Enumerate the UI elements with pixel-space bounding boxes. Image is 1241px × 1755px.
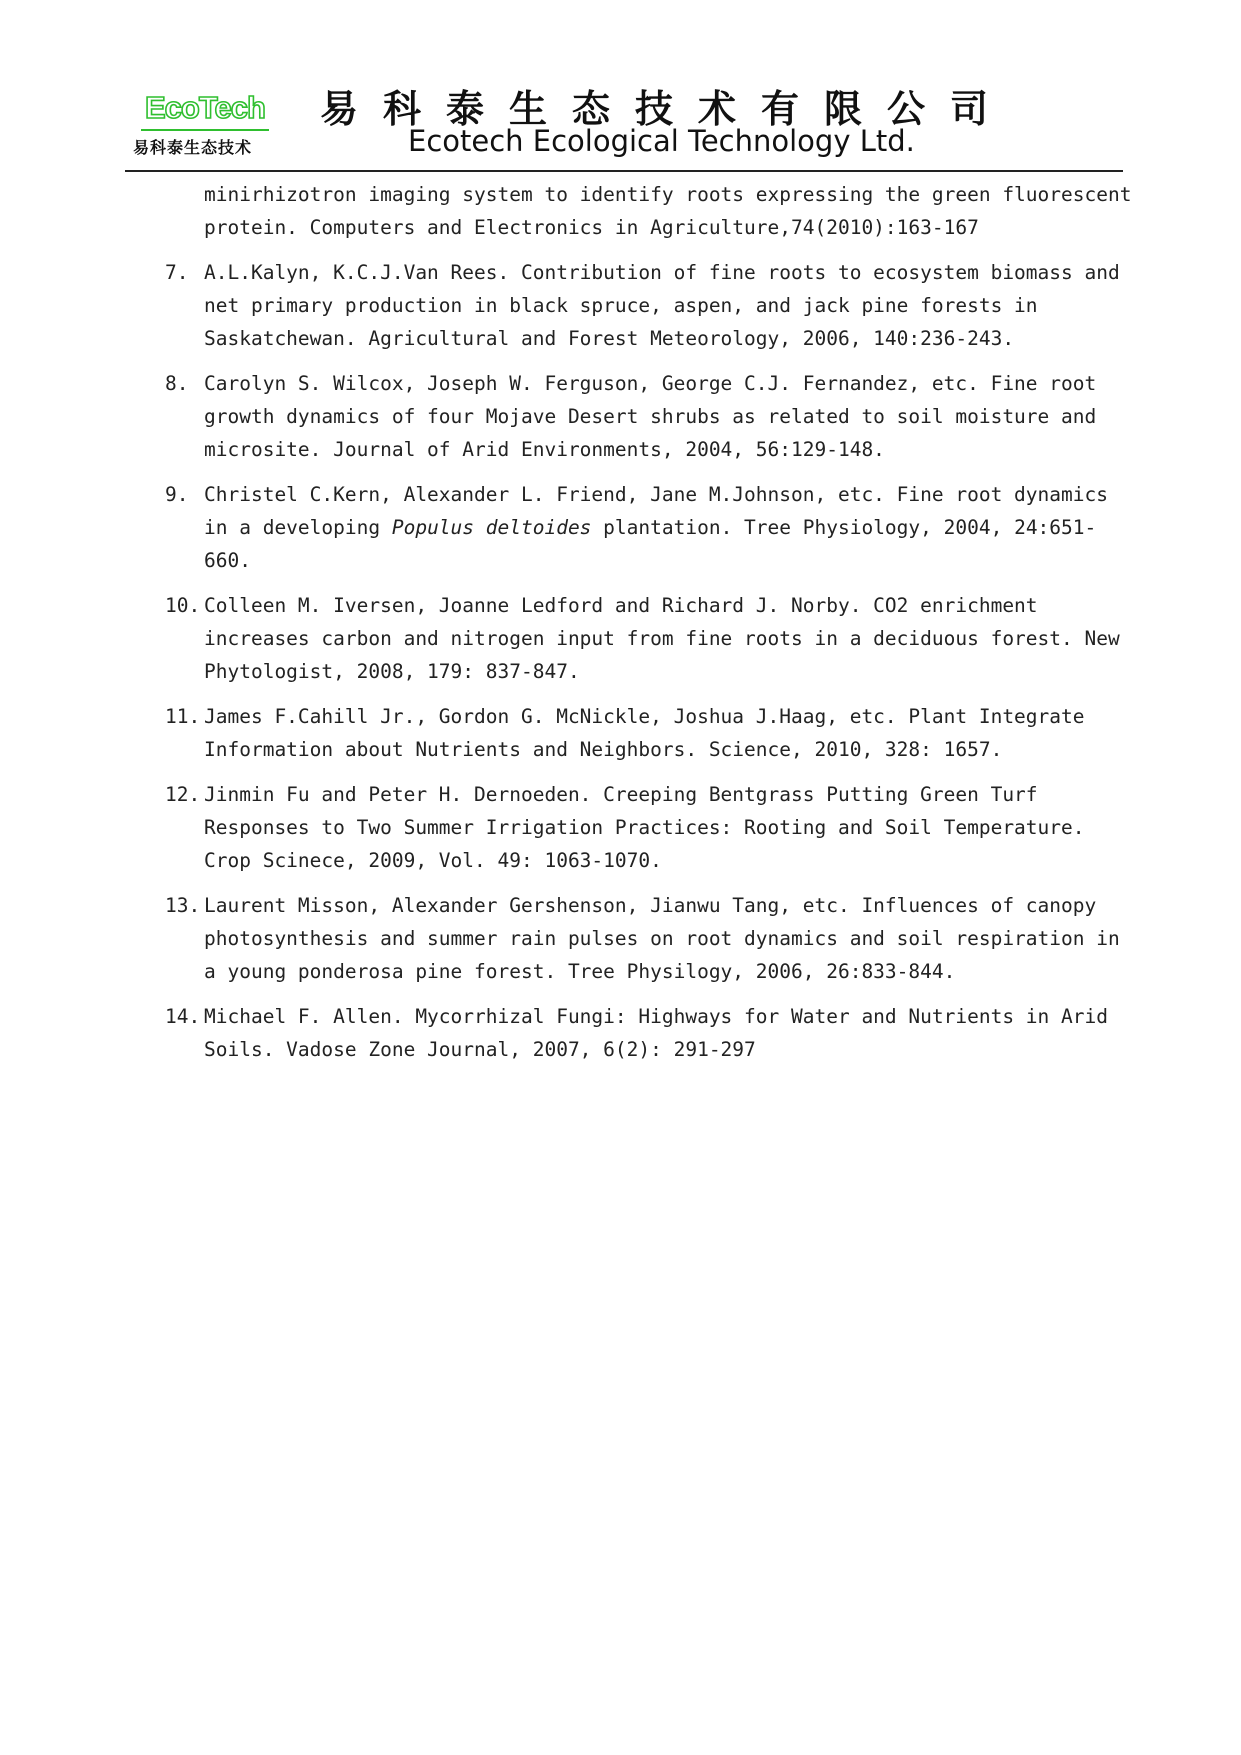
reference-number: 7. — [165, 261, 189, 284]
reference-text: Jinmin Fu and Peter H. Dernoeden. Creeping Bentgrass Putting Green Turf Responses to Two Summer Irrigation Practices: Rooting and Soil Temperature. Crop Scinece, 2009, Vol. 49: 1063-1070. — [204, 783, 1085, 872]
reference-continued: minirhizotron imaging system to identify roots expressing the green fluorescent protein. Computers and Electronics in Agriculture,74(2010):163-167 — [204, 183, 1132, 239]
reference-item — [165, 367, 1135, 466]
reference-item — [165, 778, 1135, 877]
reference-number: 13. — [165, 894, 201, 917]
reference-text: Michael F. Allen. Mycorrhizal Fungi: Highways for Water and Nutrients in Arid Soils. Vadose Zone Journal, 2007, 6(2): 291-297 — [204, 1005, 1108, 1061]
reference-text: Laurent Misson, Alexander Gershenson, Jianwu Tang, etc. Influences of canopy photosynthesis and summer rain pulses on root dynamics and soil respiration in a young ponderosa pine forest. Tree Physilogy, 2006, 26:833-844. — [204, 894, 1120, 983]
page-header — [125, 70, 1123, 172]
reference-text: Colleen M. Iversen, Joanne Ledford and Richard J. Norby. CO2 enrichment increases carbon and nitrogen input from fine roots in a deciduous forest. New Phytologist, 2008, 179: 837-847. — [204, 594, 1120, 683]
reference-text: James F.Cahill Jr., Gordon G. McNickle, Joshua J.Haag, etc. Plant Integrate Information about Nutrients and Neighbors. Science, 2010, 328: 1657. — [204, 705, 1085, 761]
company-name-chinese: 易科泰生态技术有限公司 — [320, 87, 1014, 131]
header-divider — [125, 170, 1123, 172]
reference-text-before: Christel C.Kern, Alexander L. Friend, Jane M.Johnson, etc. Fine root dynamics in a developing — [204, 483, 1108, 539]
reference-item — [165, 589, 1135, 688]
reference-item — [165, 478, 1135, 577]
logo-subtitle: 易科泰生态技术 — [133, 138, 253, 157]
reference-text: A.L.Kalyn, K.C.J.Van Rees. Contribution of fine roots to ecosystem biomass and net primary production in black spruce, aspen, and jack pine forests in Saskatchewan. Agricultural and Forest Meteorology, 2006, 140:236-243. — [204, 261, 1120, 350]
reference-item — [165, 700, 1135, 766]
reference-text-after: plantation. Tree Physiology, 2004, 24:651-660. — [204, 516, 1097, 572]
reference-number: 12. — [165, 783, 201, 806]
company-name-english: Ecotech Ecological Technology Ltd. — [408, 124, 915, 158]
reference-number: 11. — [165, 705, 201, 728]
reference-text: Carolyn S. Wilcox, Joseph W. Ferguson, George C.J. Fernandez, etc. Fine root growth dynamics of four Mojave Desert shrubs as related to soil moisture and microsite. Journal of Arid Environments, 2004, 56:129-148. — [204, 372, 1097, 461]
ecotech-logo — [125, 90, 275, 160]
reference-number: 10. — [165, 594, 201, 617]
reference-list — [165, 178, 1135, 1078]
reference-number: 14. — [165, 1005, 201, 1028]
reference-item — [165, 1000, 1135, 1066]
reference-number: 8. — [165, 372, 189, 395]
reference-number: 9. — [165, 483, 189, 506]
logo-wordmark: EcoTech — [145, 90, 265, 125]
species-name: Populus deltoides — [391, 516, 592, 539]
reference-text — [204, 478, 1135, 577]
reference-item — [165, 256, 1135, 355]
logo-underline — [141, 129, 269, 131]
reference-item — [165, 889, 1135, 988]
